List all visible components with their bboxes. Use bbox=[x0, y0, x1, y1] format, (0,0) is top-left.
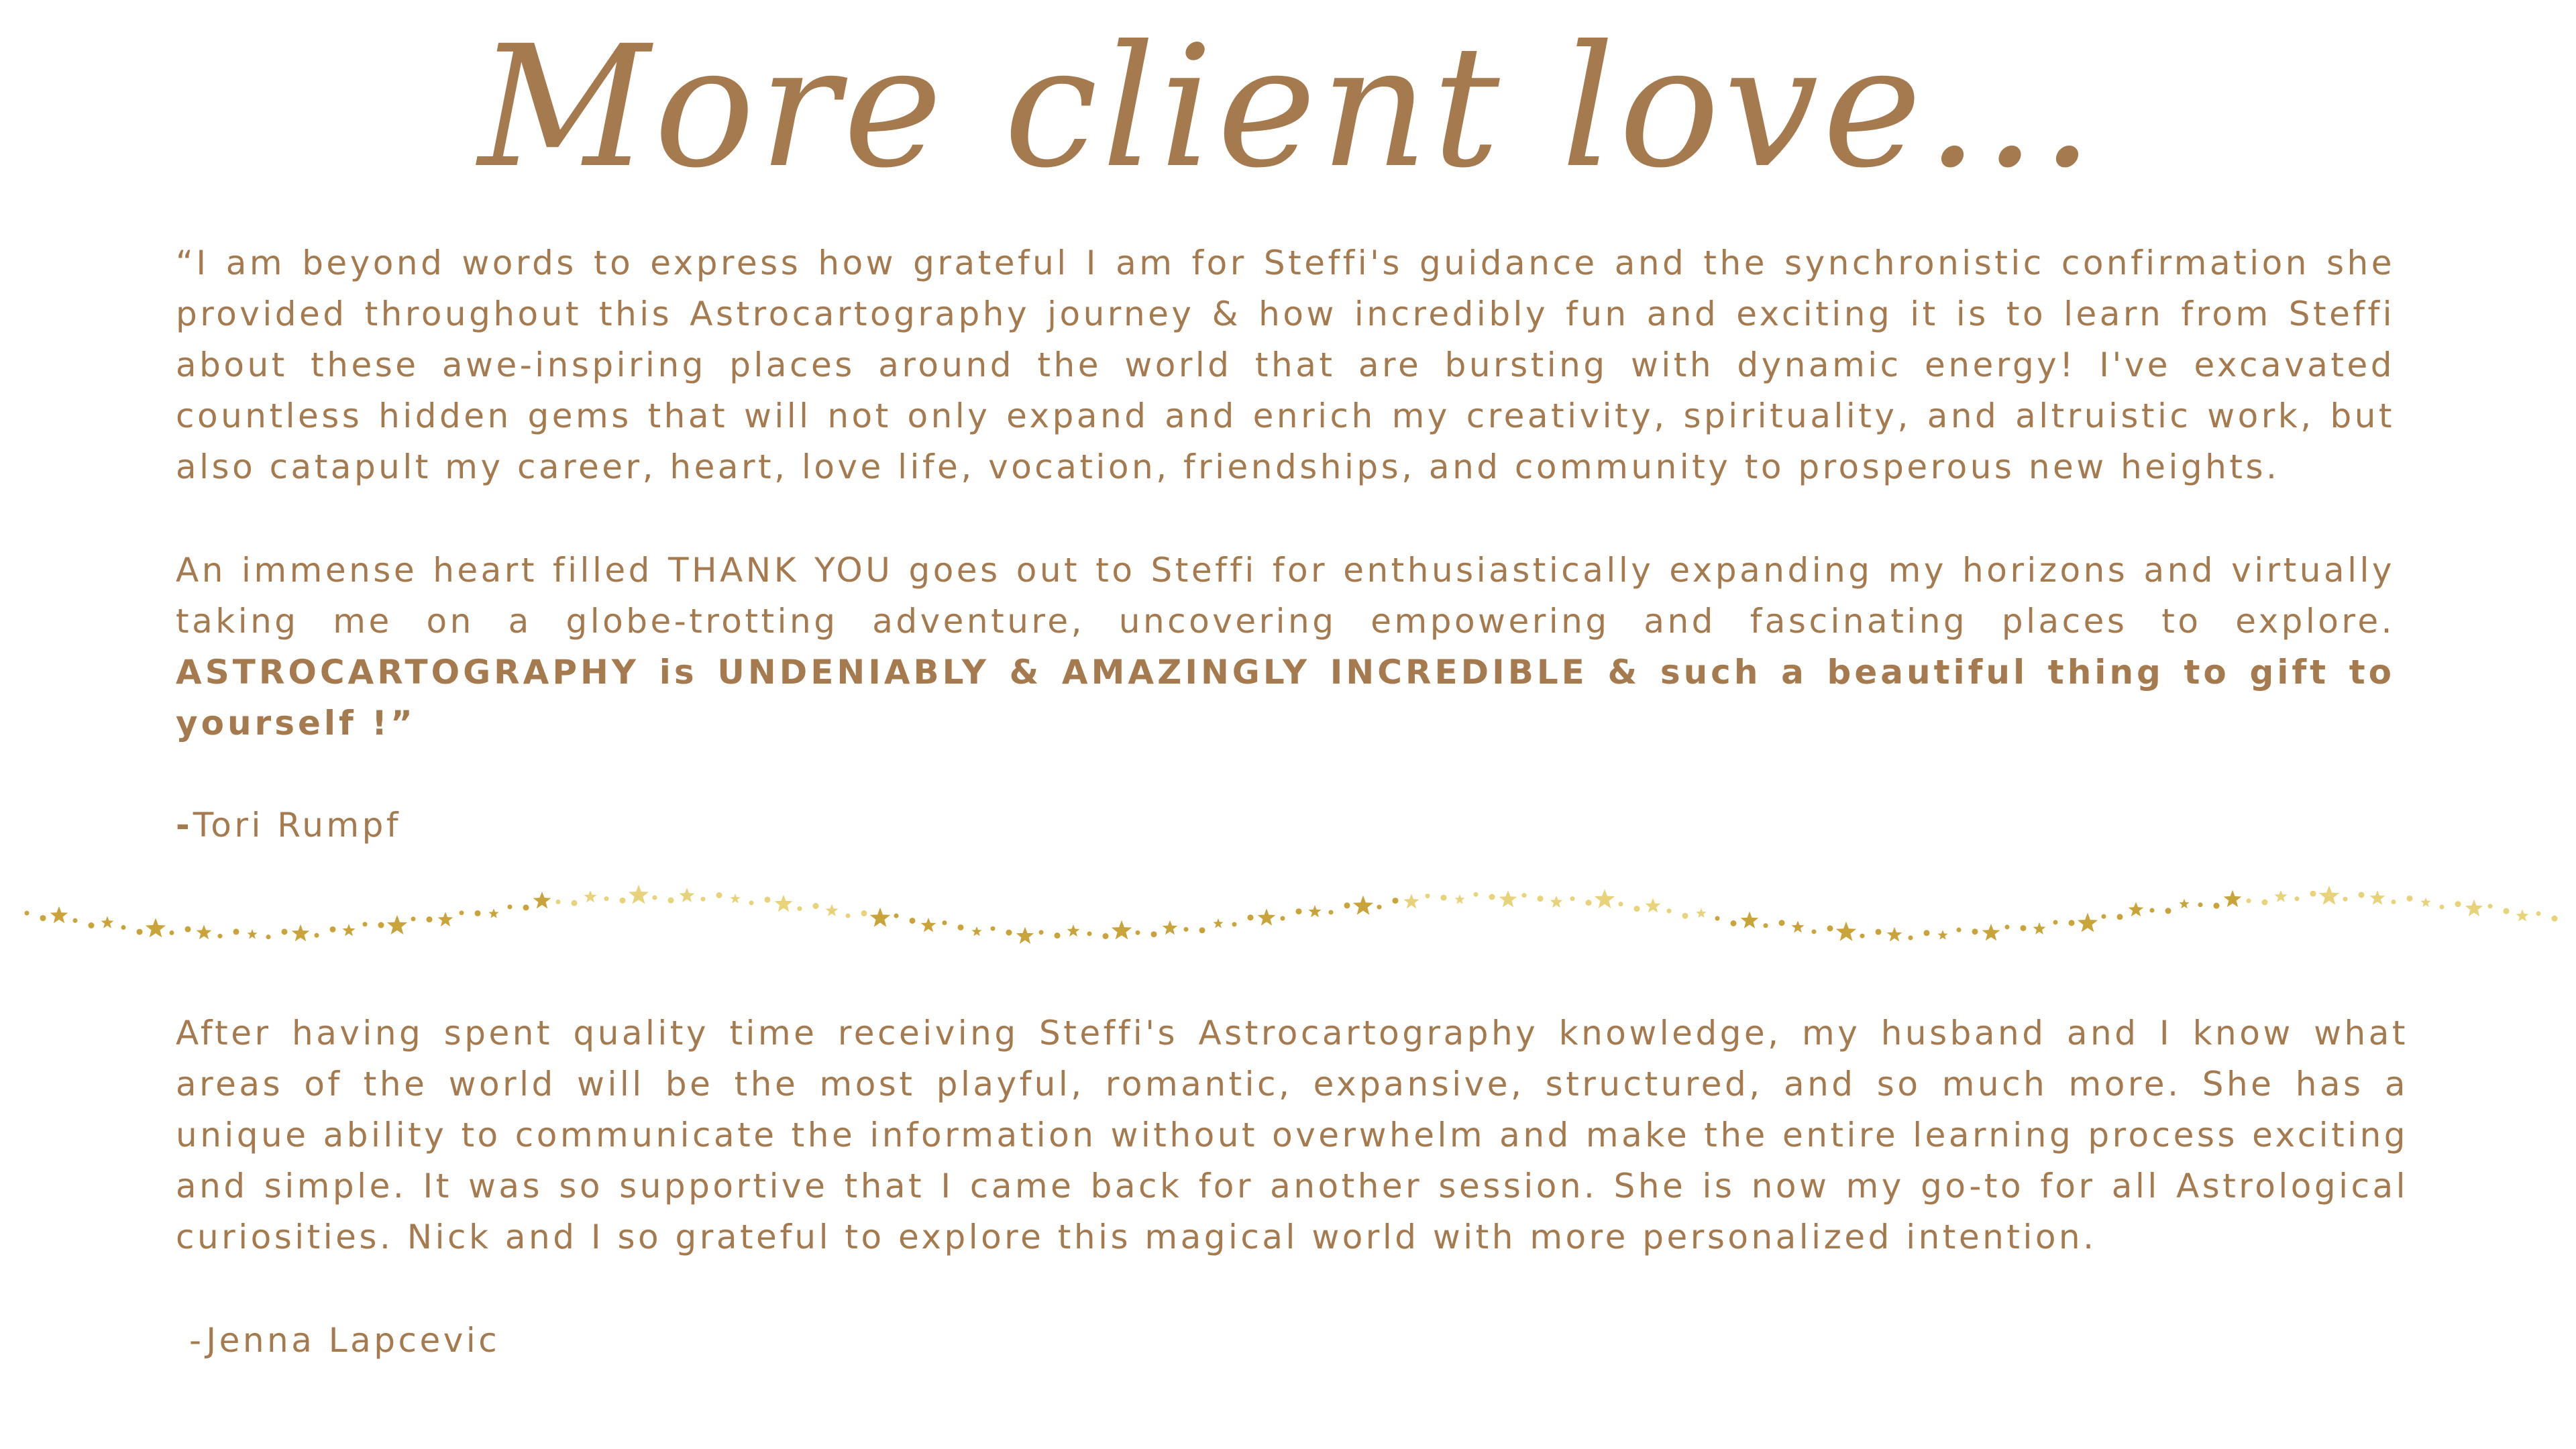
decorative-star bbox=[50, 906, 68, 923]
signature-dash: - bbox=[176, 806, 193, 845]
decorative-dot bbox=[2552, 916, 2558, 922]
decorative-dot bbox=[1296, 908, 1302, 914]
decorative-star bbox=[971, 926, 981, 936]
decorative-dot bbox=[523, 904, 529, 910]
decorative-dot bbox=[1039, 930, 1044, 934]
decorative-star bbox=[2465, 900, 2483, 916]
decorative-dot bbox=[1764, 923, 1768, 928]
decorative-star bbox=[1016, 927, 1034, 944]
decorative-dot bbox=[1538, 896, 1544, 902]
decorative-dot bbox=[2214, 903, 2220, 909]
decorative-star bbox=[1353, 896, 1373, 915]
decorative-dot bbox=[2247, 898, 2251, 903]
decorative-dot bbox=[1812, 929, 1817, 934]
decorative-star bbox=[1595, 889, 1615, 908]
decorative-dot bbox=[2343, 897, 2348, 902]
decorative-dot bbox=[1827, 925, 1833, 931]
decorative-star bbox=[387, 915, 407, 934]
page-title: More client love... bbox=[478, 9, 2098, 205]
decorative-dot bbox=[1281, 916, 1285, 920]
decorative-star bbox=[730, 894, 740, 904]
decorative-dot bbox=[1634, 906, 1640, 912]
decorative-dot bbox=[315, 933, 319, 938]
decorative-dot bbox=[1344, 902, 1350, 908]
decorative-dot bbox=[1087, 931, 1092, 936]
decorative-dot bbox=[1441, 895, 1447, 901]
testimonial-1-paragraph-2 bbox=[176, 545, 2395, 749]
decorative-star bbox=[1067, 924, 1080, 936]
decorative-dot bbox=[218, 934, 223, 938]
decorative-dot bbox=[910, 918, 916, 924]
star-wave-divider bbox=[0, 865, 2576, 966]
decorative-dot bbox=[1876, 929, 1882, 935]
decorative-dot bbox=[1055, 932, 1061, 938]
decorative-dot bbox=[1860, 934, 1865, 938]
decorative-dot bbox=[2455, 901, 2461, 907]
testimonial-1-signature-name: Tori Rumpf bbox=[193, 806, 401, 845]
decorative-dot bbox=[2198, 902, 2203, 907]
decorative-star bbox=[775, 895, 793, 912]
decorative-star bbox=[1404, 894, 1419, 908]
decorative-dot bbox=[1329, 910, 1334, 914]
decorative-dot bbox=[2117, 914, 2123, 920]
decorative-dot bbox=[846, 914, 851, 918]
decorative-star bbox=[2275, 890, 2288, 902]
decorative-star bbox=[292, 924, 310, 941]
decorative-star bbox=[1741, 912, 1759, 928]
decorative-dot bbox=[475, 910, 481, 916]
decorative-dot bbox=[1377, 905, 1382, 910]
decorative-dot bbox=[1136, 930, 1140, 935]
decorative-star bbox=[2033, 922, 2046, 934]
decorative-star bbox=[1887, 927, 1902, 942]
decorative-star bbox=[2516, 909, 2529, 921]
decorative-dot bbox=[1957, 928, 1962, 932]
decorative-dot bbox=[943, 920, 947, 925]
decorative-dot bbox=[73, 918, 78, 923]
decorative-dot bbox=[668, 898, 674, 904]
decorative-star bbox=[680, 888, 695, 902]
decorative-dot bbox=[2407, 896, 2413, 902]
decorative-star bbox=[1258, 908, 1276, 925]
decorative-dot bbox=[411, 916, 416, 921]
decorative-star bbox=[1550, 896, 1563, 908]
decorative-dot bbox=[282, 928, 288, 934]
decorative-dot bbox=[1667, 908, 1672, 913]
decorative-dot bbox=[716, 892, 722, 898]
decorative-dot bbox=[2295, 896, 2300, 901]
decorative-dot bbox=[701, 897, 706, 902]
decorative-star bbox=[1309, 905, 1322, 917]
decorative-dot bbox=[1232, 922, 1237, 926]
decorative-dot bbox=[2310, 891, 2316, 897]
decorative-dot bbox=[363, 922, 368, 926]
decorative-dot bbox=[378, 922, 384, 928]
decorative-dot bbox=[2053, 920, 2058, 924]
decorative-dot bbox=[2021, 925, 2027, 931]
decorative-dot bbox=[2488, 904, 2493, 908]
decorative-dot bbox=[1489, 894, 1495, 900]
decorative-dot bbox=[1619, 902, 1623, 906]
decorative-dot bbox=[2005, 924, 2010, 929]
decorative-dot bbox=[1393, 898, 1399, 904]
decorative-dot bbox=[330, 926, 336, 932]
decorative-star bbox=[1454, 894, 1464, 904]
testimonial-1-paragraph-1: “I am beyond words to express how grateful I am for Steffi's guidance and the synchronistic confirmation she provided throughout this Astrocartography journey & how incredibly fun and exciting it is to learn from Steffi about these awe-inspiring places around the world that are bursting with dynamic energy! I've excavated countless hidden gems that will not only expand and enrich my creativity, spirituality, and altruistic work, but also catapult my career, heart, love life, vocation, friendships, and community to prosperous new heights. bbox=[176, 244, 2395, 486]
decorative-dot bbox=[508, 904, 513, 909]
decorative-dot bbox=[2536, 911, 2541, 916]
decorative-star bbox=[2319, 885, 2339, 905]
decorative-star bbox=[247, 929, 257, 939]
decorative-dot bbox=[798, 906, 802, 911]
decorative-star bbox=[343, 924, 356, 936]
decorative-dot bbox=[25, 911, 30, 916]
decorative-star bbox=[438, 912, 453, 926]
decorative-star bbox=[2179, 899, 2189, 909]
decorative-dot bbox=[1006, 930, 1012, 936]
decorative-dot bbox=[653, 896, 657, 900]
decorative-star bbox=[2078, 913, 2098, 932]
decorative-star bbox=[2224, 890, 2242, 907]
decorative-star bbox=[1982, 924, 2000, 941]
decorative-star bbox=[2420, 898, 2430, 908]
decorative-dot bbox=[1522, 893, 1527, 898]
decorative-star bbox=[1937, 930, 1947, 940]
decorative-dot bbox=[1586, 900, 1592, 906]
decorative-dot bbox=[2262, 900, 2268, 906]
decorative-dot bbox=[137, 929, 143, 935]
decorative-dot bbox=[2392, 900, 2396, 904]
decorative-dot bbox=[427, 916, 433, 922]
decorative-dot bbox=[1731, 920, 1737, 926]
decorative-dot bbox=[1570, 896, 1575, 901]
decorative-star bbox=[533, 892, 551, 908]
decorative-star bbox=[488, 908, 498, 918]
decorative-star bbox=[101, 916, 114, 928]
decorative-star bbox=[2370, 890, 2385, 905]
decorative-dot bbox=[813, 903, 819, 909]
decorative-star bbox=[1836, 922, 1856, 941]
decorative-dot bbox=[556, 900, 561, 904]
decorative-star bbox=[921, 918, 936, 932]
testimonial-2-paragraph: After having spent quality time receiving Steffi's Astrocartography knowledge, my husband and I know what areas of the world will be the most playful, romantic, expansive, structured, and so much more. She has a unique ability to communicate the information without overwhelm and make the entire learning process exciting and simple. It was so supportive that I came back for another session. She is now my go-to for all Astrological curiosities. Nick and I so grateful to explore this magical world with more personalized intention. bbox=[176, 1014, 2408, 1256]
decorative-dot bbox=[620, 898, 626, 904]
decorative-star bbox=[584, 890, 597, 902]
decorative-dot bbox=[1715, 916, 1720, 921]
decorative-dot bbox=[1909, 935, 1913, 940]
decorative-dot bbox=[121, 925, 126, 930]
decorative-dot bbox=[233, 928, 239, 934]
decorative-dot bbox=[1199, 927, 1205, 933]
decorative-star bbox=[1112, 920, 1132, 940]
decorative-star bbox=[826, 904, 839, 916]
decorative-dot bbox=[1426, 894, 1430, 898]
decorative-dot bbox=[1151, 931, 1157, 937]
decorative-dot bbox=[1779, 920, 1785, 926]
decorative-dot bbox=[1184, 927, 1189, 932]
decorative-dot bbox=[1682, 913, 1688, 919]
decorative-dot bbox=[89, 922, 95, 928]
decorative-dot bbox=[958, 924, 964, 930]
decorative-dot bbox=[2150, 908, 2155, 913]
decorative-dot bbox=[266, 934, 271, 939]
decorative-dot bbox=[2440, 904, 2445, 909]
decorative-dot bbox=[1103, 933, 1109, 939]
decorative-dot bbox=[765, 897, 771, 903]
decorative-star bbox=[1696, 908, 1706, 918]
decorative-dot bbox=[2165, 908, 2171, 914]
decorative-star bbox=[1163, 920, 1178, 935]
testimonial-1-paragraph-2-text: An immense heart filled THANK YOU goes out to Steffi for enthusiastically expanding my horizons and virtually taking me on a globe-trotting adventure, uncovering empowering and fascinating places to explore. bbox=[176, 551, 2395, 641]
decorative-dot bbox=[185, 926, 191, 932]
decorative-dot bbox=[2504, 908, 2510, 914]
testimonial-2-signature: -Jenna Lapcevic bbox=[189, 1321, 500, 1360]
testimonial-1-signature bbox=[176, 800, 401, 851]
testimonial-1-bold-statement: ASTROCARTOGRAPHY is UNDENIABLY & AMAZINGLY INCREDIBLE & such a beautiful thing to gift to yourself !” bbox=[176, 653, 2395, 743]
decorative-dot bbox=[894, 914, 899, 918]
decorative-dot bbox=[1474, 892, 1479, 897]
decorative-dot bbox=[2359, 892, 2365, 898]
decorative-dot bbox=[40, 915, 46, 921]
decorative-dot bbox=[1972, 928, 1978, 934]
decorative-dot bbox=[991, 926, 996, 931]
decorative-dot bbox=[861, 910, 867, 916]
decorative-dot bbox=[170, 930, 174, 935]
decorative-dot bbox=[1248, 914, 1254, 920]
decorative-dot bbox=[572, 900, 578, 906]
decorative-dot bbox=[460, 910, 464, 915]
decorative-dot bbox=[2102, 914, 2106, 919]
decorative-star bbox=[870, 908, 890, 927]
decorative-star bbox=[146, 918, 166, 937]
decorative-star bbox=[1646, 898, 1661, 913]
decorative-star bbox=[1792, 920, 1805, 932]
decorative-star bbox=[1499, 890, 1517, 907]
decorative-dot bbox=[2069, 920, 2075, 926]
decorative-dot bbox=[604, 896, 609, 901]
decorative-star bbox=[1213, 918, 1223, 928]
decorative-dot bbox=[1924, 930, 1930, 936]
decorative-star bbox=[197, 925, 212, 940]
decorative-star bbox=[629, 885, 649, 904]
decorative-dot bbox=[749, 900, 754, 905]
decorative-star bbox=[2129, 902, 2144, 916]
